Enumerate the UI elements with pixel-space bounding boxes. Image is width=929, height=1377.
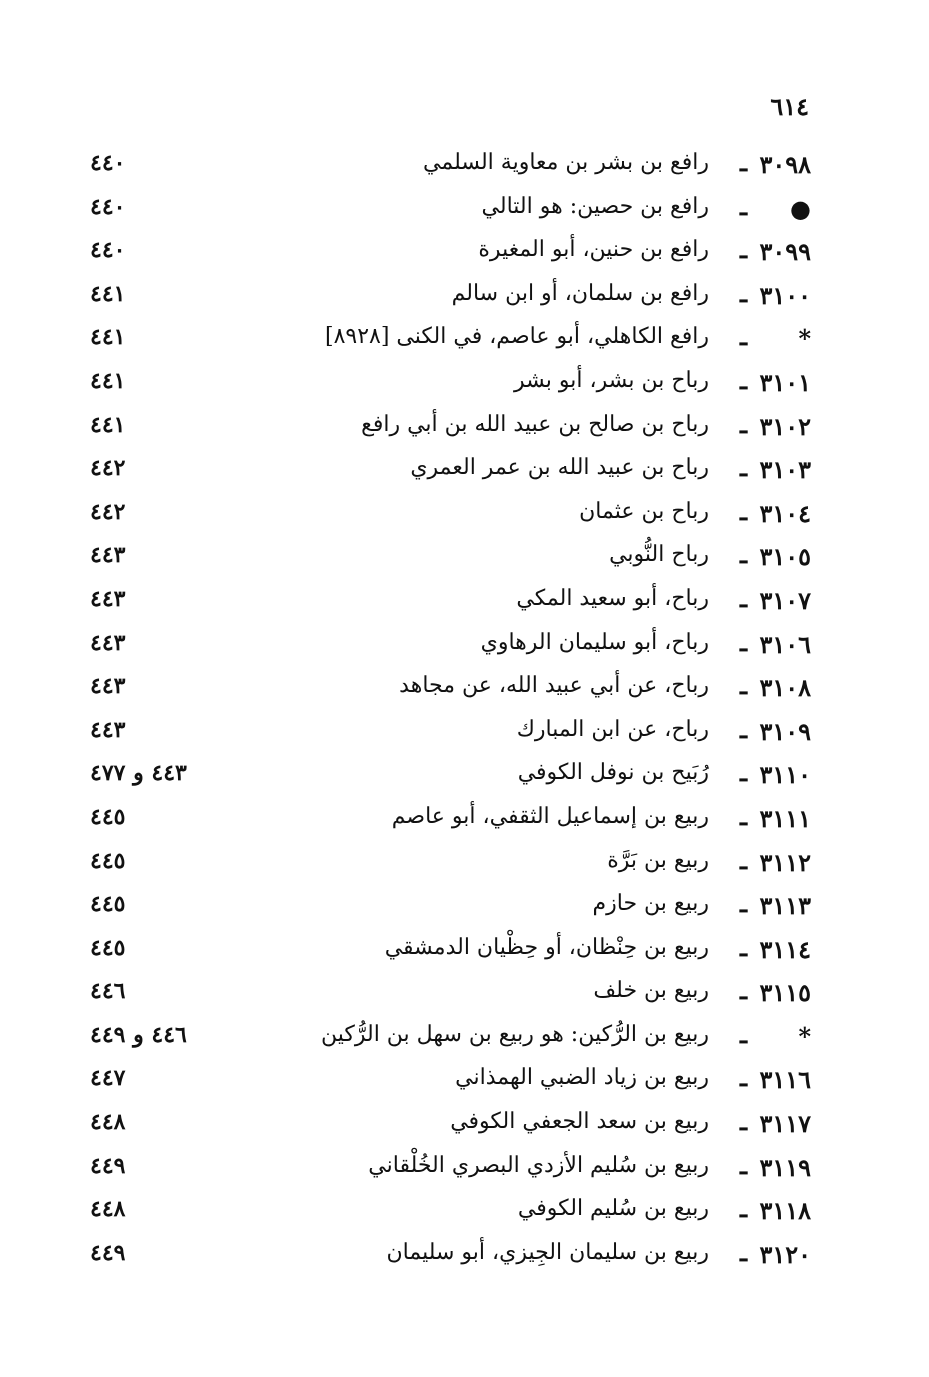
entry-number: ٣١٠٨ xyxy=(759,673,811,703)
entry-number: ٣١٠٤ xyxy=(759,498,811,528)
entry-number: ٣١١٦ xyxy=(759,1065,811,1095)
entry-number: ٣١١٥ xyxy=(759,978,811,1008)
entry-number: ٣١١٣ xyxy=(759,891,811,921)
entry-number: * xyxy=(798,324,811,354)
entry-dash: ـ xyxy=(739,1107,747,1137)
entry-number: ٣١٠٢ xyxy=(759,411,811,441)
entry-dash: ـ xyxy=(739,627,747,657)
entry-pages: ٤٤٩ xyxy=(90,1152,126,1179)
entry-dash: ـ xyxy=(739,365,747,395)
entry-name: ربيع بن خلف xyxy=(593,978,709,1004)
entry-dash: ـ xyxy=(739,191,747,221)
entry-dash: ـ xyxy=(739,540,747,570)
entry-dash: ـ xyxy=(739,278,747,308)
entry-pages: ٤٤٣ xyxy=(90,673,126,700)
entry-number: ٣١٠٣ xyxy=(759,455,811,485)
entry-dash: ـ xyxy=(739,845,747,875)
entry-name: ربيع بن حازم xyxy=(592,891,709,917)
entry-number: * xyxy=(798,1021,811,1051)
entry-pages: ٤٤٥ xyxy=(90,803,126,830)
entry-dash: ـ xyxy=(739,1150,747,1180)
index-entry xyxy=(0,1061,929,1105)
index-entry xyxy=(0,364,929,408)
entry-pages: ٤٤٣ و ٤٧٧ xyxy=(90,760,187,787)
entry-dash: ـ xyxy=(739,235,747,265)
entry-name: رباح، أبو سليمان الرهاوي xyxy=(480,629,709,655)
entry-number: ٣١٠٦ xyxy=(759,629,811,659)
index-entry xyxy=(0,320,929,364)
entry-dash: ـ xyxy=(739,409,747,439)
entry-name: رباح بن بشر، أبو بشر xyxy=(514,367,709,393)
entry-pages: ٤٤١ xyxy=(90,367,126,394)
entry-dash: ـ xyxy=(739,1237,747,1267)
index-entry xyxy=(0,146,929,190)
entry-pages: ٤٤٥ xyxy=(90,847,126,874)
entry-name: ربيع بن سليمان الجِيزي، أبو سليمان xyxy=(386,1239,709,1265)
entry-pages: ٤٤٧ xyxy=(90,1065,126,1092)
index-entry xyxy=(0,844,929,888)
entry-name: ربيع بن زياد الضبي الهمذاني xyxy=(455,1065,709,1091)
index-entry xyxy=(0,1149,929,1193)
entry-name: رباح، عن ابن المبارك xyxy=(516,716,709,742)
entry-name: رُبَيح بن نوفل الكوفي xyxy=(517,760,709,786)
entry-name: رباح بن صالح بن عبيد الله بن أبي رافع xyxy=(361,411,709,437)
index-entry xyxy=(0,277,929,321)
entry-number: ٣١٠٩ xyxy=(759,716,811,746)
entry-pages: ٤٤٠ xyxy=(90,150,126,176)
entry-number: ● xyxy=(790,193,811,223)
entry-dash: ـ xyxy=(739,976,747,1006)
entry-name: رباح، أبو سعيد المكي xyxy=(516,585,709,611)
index-entry xyxy=(0,451,929,495)
entry-pages: ٤٤٣ xyxy=(90,585,126,612)
entry-number: ٣١١٢ xyxy=(759,847,811,877)
entry-dash: ـ xyxy=(739,322,747,352)
entry-pages: ٤٤٣ xyxy=(90,716,126,743)
index-entry xyxy=(0,887,929,931)
entry-number: ٣١٢٠ xyxy=(759,1239,811,1269)
entry-number: ٣٠٩٩ xyxy=(759,237,811,267)
entry-pages: ٤٤٩ xyxy=(90,1239,126,1266)
index-entry xyxy=(0,1192,929,1236)
entry-pages: ٤٤٦ xyxy=(90,978,126,1005)
entry-pages: ٤٤٣ xyxy=(90,542,126,569)
entry-name: رباح النُّوبي xyxy=(609,542,709,568)
entry-dash: ـ xyxy=(739,1019,747,1049)
index-entry xyxy=(0,1236,929,1280)
entry-name: رافع بن بشر بن معاوية السلمي xyxy=(423,150,709,175)
entry-name: ربيع بن حِنْظان، أو حِظْيان الدمشقي xyxy=(384,934,709,960)
index-entry xyxy=(0,626,929,670)
entry-name: رافع بن حنين، أبو المغيرة xyxy=(478,237,709,263)
index-entry xyxy=(0,1105,929,1149)
entry-number: ٣١٠٠ xyxy=(759,280,811,310)
entry-dash: ـ xyxy=(739,1194,747,1224)
entry-name: رباح بن عبيد الله بن عمر العمري xyxy=(410,455,709,481)
entry-number: ٣١٠٧ xyxy=(759,585,811,615)
entry-number: ٣١١٤ xyxy=(759,934,811,964)
index-entry xyxy=(0,538,929,582)
entry-name: ربيع بن الرُّكين: هو ربيع بن سهل بن الرُّكين xyxy=(321,1021,709,1047)
entry-number: ٣٠٩٨ xyxy=(759,150,811,179)
index-entry xyxy=(0,974,929,1018)
entry-dash: ـ xyxy=(739,671,747,701)
index-entry xyxy=(0,931,929,975)
index-entry xyxy=(0,756,929,800)
entry-pages: ٤٤٨ xyxy=(90,1196,126,1223)
page-number: ٦١٤ xyxy=(770,92,809,121)
entry-pages: ٤٤٢ xyxy=(90,498,126,525)
index-entry xyxy=(0,713,929,757)
entry-pages: ٤٤٨ xyxy=(90,1109,126,1136)
index-list xyxy=(0,146,929,1279)
entry-dash: ـ xyxy=(739,801,747,831)
entry-number: ٣١١٨ xyxy=(759,1196,811,1226)
entry-dash: ـ xyxy=(739,889,747,919)
entry-dash: ـ xyxy=(739,1063,747,1093)
entry-pages: ٤٤١ xyxy=(90,411,126,438)
entry-name: ربيع بن سعد الجعفي الكوفي xyxy=(450,1109,709,1135)
index-entry xyxy=(0,233,929,277)
index-entry xyxy=(0,669,929,713)
entry-pages: ٤٤٢ xyxy=(90,455,126,482)
entry-pages: ٤٤٣ xyxy=(90,629,126,656)
entry-name: رافع بن سلمان، أو ابن سالم xyxy=(451,280,709,306)
entry-number: ٣١١٩ xyxy=(759,1152,811,1182)
entry-pages: ٤٤٠ xyxy=(90,193,126,220)
index-entry xyxy=(0,495,929,539)
entry-pages: ٤٤١ xyxy=(90,280,126,307)
entry-dash: ـ xyxy=(739,148,747,177)
index-entry xyxy=(0,582,929,626)
index-entry xyxy=(0,800,929,844)
entry-pages: ٤٤٥ xyxy=(90,891,126,918)
entry-pages: ٤٤١ xyxy=(90,324,126,351)
entry-number: ٣١٠١ xyxy=(759,367,811,397)
entry-name: رباح بن عثمان xyxy=(579,498,709,524)
entry-dash: ـ xyxy=(739,932,747,962)
entry-name: رافع بن حصين: هو التالي xyxy=(481,193,709,219)
entry-dash: ـ xyxy=(739,758,747,788)
entry-name: ربيع بن سُليم الأزدي البصري الخُلْقاني xyxy=(368,1152,709,1178)
entry-dash: ـ xyxy=(739,496,747,526)
entry-name: رباح، عن أبي عبيد الله، عن مجاهد xyxy=(399,673,709,699)
entry-number: ٣١١٧ xyxy=(759,1109,811,1139)
entry-dash: ـ xyxy=(739,714,747,744)
index-entry xyxy=(0,408,929,452)
index-entry xyxy=(0,1018,929,1062)
entry-name: ربيع بن إسماعيل الثقفي، أبو عاصم xyxy=(391,803,709,829)
index-entry xyxy=(0,190,929,234)
entry-pages: ٤٤٥ xyxy=(90,934,126,961)
entry-dash: ـ xyxy=(739,583,747,613)
entry-name: ربيع بن سُليم الكوفي xyxy=(517,1196,709,1222)
entry-dash: ـ xyxy=(739,453,747,483)
entry-number: ٣١٠٥ xyxy=(759,542,811,572)
entry-name: ربيع بن بَرَّة xyxy=(607,847,709,873)
entry-pages: ٤٤٦ و ٤٤٩ xyxy=(90,1021,187,1048)
entry-number: ٣١١٠ xyxy=(759,760,811,790)
entry-number: ٣١١١ xyxy=(759,803,811,833)
entry-name: رافع الكاهلي، أبو عاصم، في الكنى [٨٩٢٨] xyxy=(324,324,709,350)
entry-pages: ٤٤٠ xyxy=(90,237,126,264)
